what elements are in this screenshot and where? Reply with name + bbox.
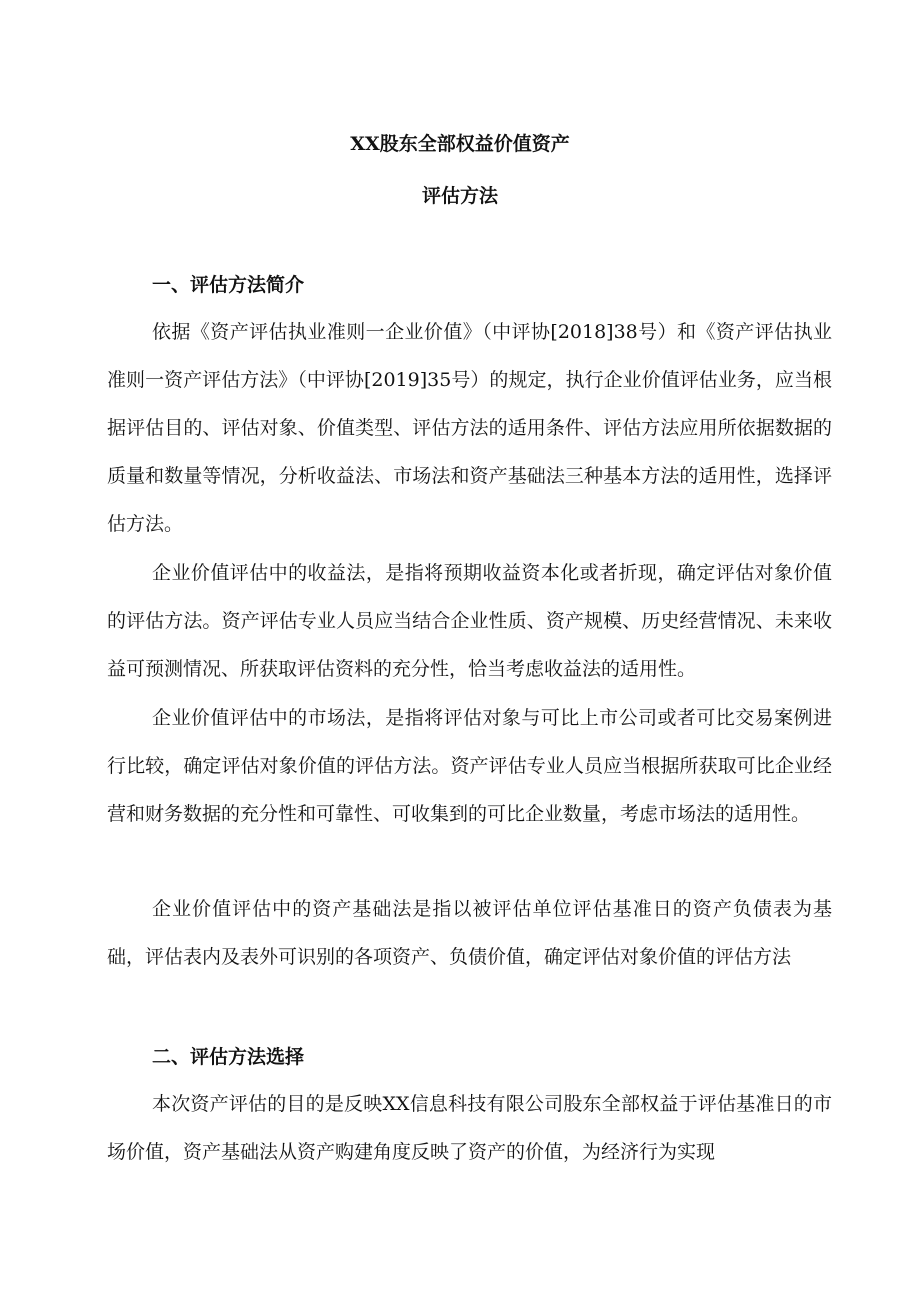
section-heading-method-selection: 二、评估方法选择 — [152, 1046, 305, 1068]
paragraph-asset-based-approach: 企业价值评估中的资产基础法是指以被评估单位评估基准日的资产负债表为基础，评估表内及表外可识别的各项资产、负债价值，确定评估对象价值的评估方法 — [107, 898, 832, 968]
document-title: XX股东全部权益价值资产 — [350, 133, 570, 155]
section-heading-introduction: 一、评估方法简介 — [152, 274, 305, 296]
paragraph-basis: 依据《资产评估执业准则一企业价值》（中评协[2018]38号）和《资产评估执业准则一资产评估方法》（中评协[2019]35号）的规定，执行企业价值评估业务，应当根据评估目的、评估对象、价值类型、评估方法的适用条件、评估方法应用所依据数据的质量和数量等情况，分析收益法、市场法和资产基础法三种基本方法的适用性，选择评估方法。 — [107, 321, 832, 535]
paragraph-valuation-purpose: 本次资产评估的目的是反映XX信息科技有限公司股东全部权益于评估基准日的市场价值，资产基础法从资产购建角度反映了资产的价值，为经济行为实现 — [107, 1093, 832, 1163]
paragraph-income-approach: 企业价值评估中的收益法，是指将预期收益资本化或者折现，确定评估对象价值的评估方法。资产评估专业人员应当结合企业性质、资产规模、历史经营情况、未来收益可预测情况、所获取评估资料的充分性，恰当考虑收益法的适用性。 — [107, 562, 832, 680]
paragraph-market-approach: 企业价值评估中的市场法，是指将评估对象与可比上市公司或者可比交易案例进行比较，确定评估对象价值的评估方法。资产评估专业人员应当根据所获取可比企业经营和财务数据的充分性和可靠性、可收集到的可比企业数量，考虑市场法的适用性。 — [107, 707, 832, 825]
document-subtitle: 评估方法 — [421, 185, 498, 207]
